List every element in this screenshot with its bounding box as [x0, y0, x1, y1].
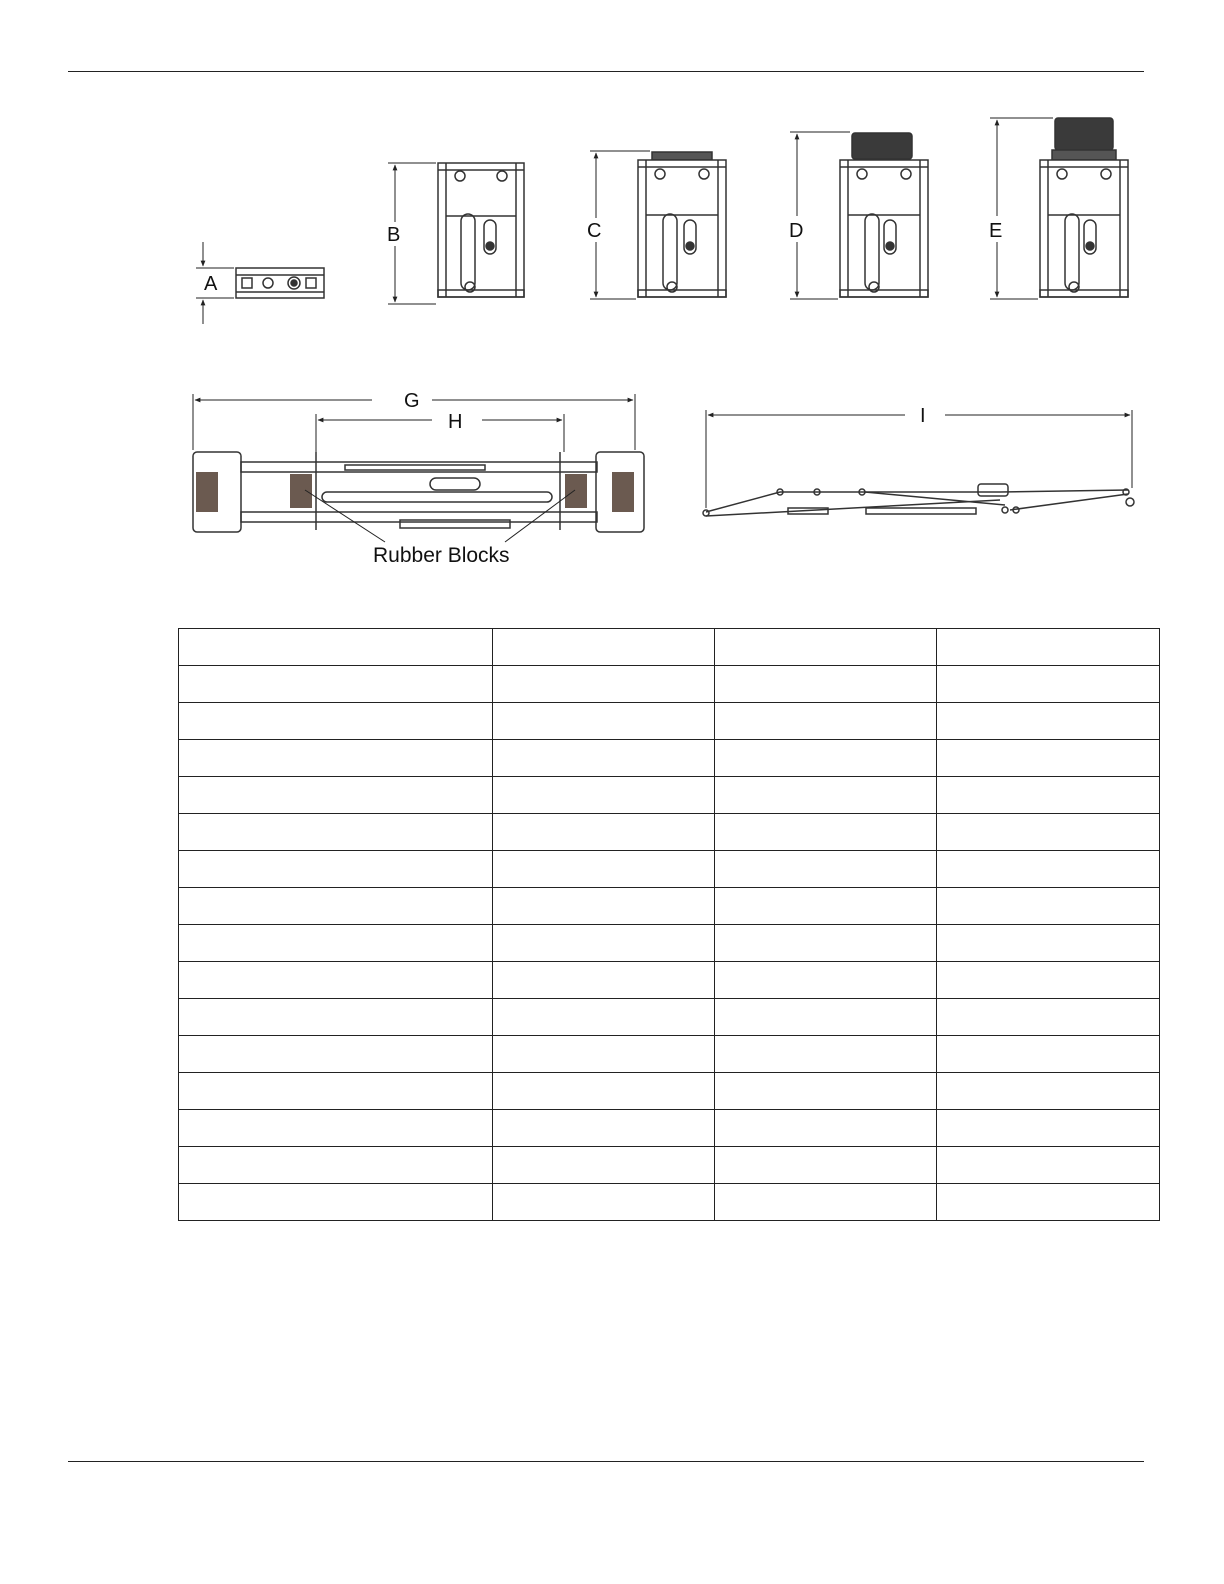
- table-cell: [493, 962, 715, 999]
- table-cell: [493, 1036, 715, 1073]
- table-cell: [493, 814, 715, 851]
- table-row: [179, 629, 1160, 666]
- table-cell: [937, 962, 1160, 999]
- table-row: [179, 1147, 1160, 1184]
- table-cell: [493, 1110, 715, 1147]
- table-cell: [493, 666, 715, 703]
- table-cell: [937, 999, 1160, 1036]
- footer-rule: [68, 1461, 1144, 1462]
- table-cell: [179, 777, 493, 814]
- view-side-extended: [703, 484, 1134, 516]
- table-row: [179, 888, 1160, 925]
- label-e: E: [989, 220, 1003, 242]
- table-cell: [179, 1073, 493, 1110]
- table-row: [179, 740, 1160, 777]
- table-cell: [715, 703, 937, 740]
- table-cell: [937, 666, 1160, 703]
- view-c-frame: [638, 152, 726, 297]
- table-cell: [179, 1184, 493, 1221]
- dim-h: [316, 414, 564, 452]
- table-cell: [493, 851, 715, 888]
- table-cell: [179, 703, 493, 740]
- lift-dimension-diagram: [0, 0, 1224, 600]
- label-i: I: [920, 405, 926, 427]
- table-cell: [179, 666, 493, 703]
- rubber-blocks-callout: Rubber Blocks: [373, 544, 510, 567]
- table-cell: [179, 814, 493, 851]
- table-row: [179, 1036, 1160, 1073]
- table-cell: [179, 925, 493, 962]
- rubber-blocks-leaders: [305, 490, 575, 542]
- table-cell: [715, 777, 937, 814]
- table-row: [179, 1073, 1160, 1110]
- table-cell: [937, 888, 1160, 925]
- view-d-frame: [840, 133, 928, 297]
- view-top-plan: [193, 452, 644, 532]
- table-cell: [493, 703, 715, 740]
- table-cell: [937, 1184, 1160, 1221]
- label-d: D: [789, 220, 804, 242]
- table-cell: [937, 851, 1160, 888]
- table-cell: [715, 1147, 937, 1184]
- table-cell: [715, 1110, 937, 1147]
- table-row: [179, 666, 1160, 703]
- dim-i: [706, 410, 1132, 508]
- table-cell: [937, 814, 1160, 851]
- table-row: [179, 999, 1160, 1036]
- table-row: [179, 814, 1160, 851]
- table-cell: [937, 740, 1160, 777]
- view-e-frame: [1040, 118, 1128, 297]
- table-row: [179, 925, 1160, 962]
- label-c: C: [587, 220, 602, 242]
- table-cell: [937, 1147, 1160, 1184]
- table-cell: [715, 1073, 937, 1110]
- table-cell: [179, 1147, 493, 1184]
- table-cell: [179, 999, 493, 1036]
- table-cell: [493, 629, 715, 666]
- table-row: [179, 703, 1160, 740]
- label-g: G: [404, 390, 420, 412]
- table-cell: [715, 999, 937, 1036]
- table-cell: [715, 666, 937, 703]
- table-cell: [493, 1073, 715, 1110]
- table-cell: [715, 851, 937, 888]
- table-cell: [715, 1036, 937, 1073]
- table-cell: [493, 1147, 715, 1184]
- table-row: [179, 1110, 1160, 1147]
- table-cell: [179, 740, 493, 777]
- table-cell: [493, 925, 715, 962]
- table-cell: [937, 925, 1160, 962]
- table-cell: [715, 740, 937, 777]
- table-cell: [715, 925, 937, 962]
- table-cell: [179, 629, 493, 666]
- table-cell: [493, 999, 715, 1036]
- table-cell: [179, 888, 493, 925]
- table-row: [179, 1184, 1160, 1221]
- table-cell: [715, 629, 937, 666]
- table-row: [179, 962, 1160, 999]
- table-row: [179, 851, 1160, 888]
- view-a-lowered: [236, 268, 324, 298]
- table-cell: [937, 1110, 1160, 1147]
- table-cell: [937, 777, 1160, 814]
- table-cell: [179, 1110, 493, 1147]
- table-cell: [715, 1184, 937, 1221]
- table-cell: [493, 777, 715, 814]
- table-cell: [493, 740, 715, 777]
- table-cell: [493, 1184, 715, 1221]
- table-cell: [179, 1036, 493, 1073]
- table-cell: [715, 962, 937, 999]
- table-cell: [715, 814, 937, 851]
- table-cell: [937, 629, 1160, 666]
- specifications-table: [178, 628, 1160, 1221]
- label-h: H: [448, 411, 463, 433]
- view-b-frame: [438, 163, 524, 297]
- table-cell: [179, 851, 493, 888]
- label-a: A: [204, 273, 218, 295]
- table-cell: [937, 1036, 1160, 1073]
- table-cell: [937, 1073, 1160, 1110]
- table-cell: [493, 888, 715, 925]
- table-cell: [179, 962, 493, 999]
- table-cell: [715, 888, 937, 925]
- label-b: B: [387, 224, 401, 246]
- table-cell: [937, 703, 1160, 740]
- table-row: [179, 777, 1160, 814]
